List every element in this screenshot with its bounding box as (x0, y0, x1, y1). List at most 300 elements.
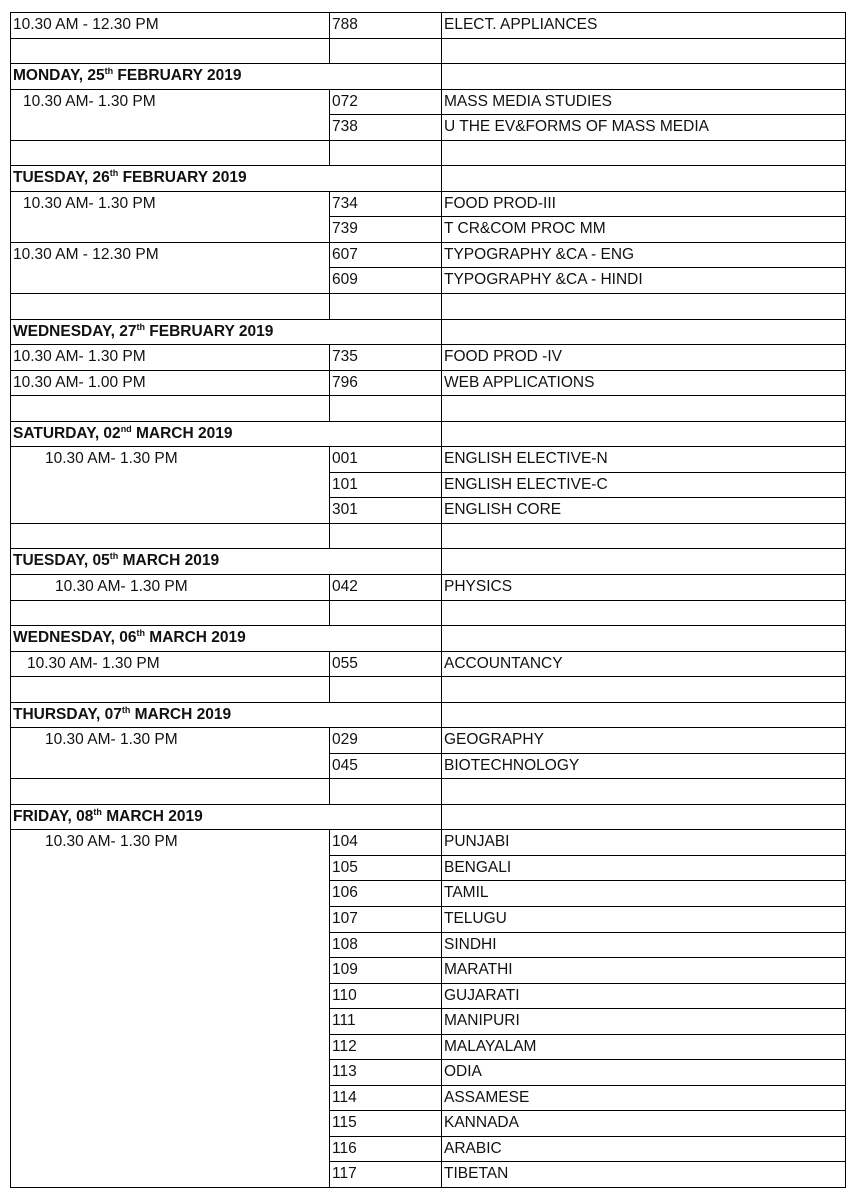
subject-name: TAMIL (444, 884, 489, 902)
grid-line (10, 89, 11, 115)
grid-line (845, 370, 846, 396)
subject-name: ACCOUNTANCY (444, 654, 563, 672)
grid-line (441, 89, 442, 115)
grid-line (329, 983, 330, 1009)
grid-line (441, 242, 442, 268)
subject-name: KANNADA (444, 1114, 519, 1132)
date-ordinal-suffix: th (104, 66, 114, 77)
grid-line (329, 727, 330, 754)
grid-line (329, 344, 330, 371)
grid-line (441, 63, 442, 90)
grid-line (10, 727, 11, 754)
grid-line (845, 63, 846, 90)
date-month-year: MARCH 2019 (130, 705, 232, 723)
grid-line (10, 778, 846, 779)
grid-line (845, 216, 846, 243)
grid-line (441, 855, 442, 881)
date-day: TUESDAY, 05 (13, 552, 110, 570)
grid-line (10, 880, 11, 907)
grid-line (329, 651, 330, 677)
date-day: THURSDAY, 07 (13, 705, 122, 723)
grid-line (329, 1059, 330, 1086)
grid-line (329, 1008, 330, 1035)
grid-line (329, 12, 330, 39)
grid-line (10, 1034, 11, 1060)
grid-line (845, 114, 846, 141)
subject-code: 107 (332, 910, 358, 928)
date-header (13, 165, 440, 191)
grid-line (441, 1161, 442, 1188)
grid-line (10, 753, 11, 779)
grid-line (329, 753, 846, 754)
subject-name: BENGALI (444, 858, 512, 876)
grid-line (845, 804, 846, 830)
grid-line (441, 804, 442, 830)
grid-line (329, 242, 330, 268)
grid-line (845, 855, 846, 881)
grid-line (845, 293, 846, 320)
grid-line (441, 395, 442, 422)
date-header (13, 63, 440, 89)
exam-time: 10.30 AM - 12.30 PM (13, 245, 159, 263)
grid-line (441, 293, 442, 320)
grid-line (329, 1161, 330, 1188)
grid-line (10, 293, 846, 294)
grid-line (845, 165, 846, 192)
date-ordinal-suffix: th (121, 704, 131, 715)
grid-line (329, 140, 330, 166)
grid-line (10, 855, 11, 881)
grid-line (845, 574, 846, 601)
grid-line (845, 89, 846, 115)
grid-line (10, 165, 11, 192)
grid-line (441, 600, 442, 626)
grid-line (329, 1110, 330, 1137)
grid-line (10, 651, 11, 677)
grid-line (10, 216, 11, 243)
grid-line (441, 472, 442, 498)
grid-line (845, 1034, 846, 1060)
grid-line (10, 600, 11, 626)
grid-line (441, 778, 442, 805)
grid-line (10, 1008, 11, 1035)
grid-line (10, 1187, 846, 1188)
subject-code: 117 (332, 1165, 357, 1183)
grid-line (441, 676, 442, 703)
exam-time: 10.30 AM- 1.30 PM (45, 731, 178, 749)
grid-line (10, 395, 846, 396)
grid-line (329, 370, 330, 396)
grid-line (329, 38, 330, 64)
grid-line (441, 983, 442, 1009)
subject-name: ENGLISH ELECTIVE-C (444, 475, 608, 493)
grid-line (10, 983, 11, 1009)
grid-line (10, 38, 846, 39)
grid-line (329, 906, 846, 907)
subject-code: 104 (332, 833, 358, 851)
grid-line (329, 778, 330, 805)
date-day: MONDAY, 25 (13, 67, 105, 85)
grid-line (441, 727, 442, 754)
grid-line (10, 676, 846, 677)
grid-line (10, 114, 11, 141)
date-header (13, 548, 440, 574)
grid-line (10, 344, 11, 371)
grid-line (845, 1136, 846, 1162)
grid-line (845, 1110, 846, 1137)
subject-name: PUNJABI (444, 833, 510, 851)
grid-line (329, 1136, 846, 1137)
grid-line (441, 625, 442, 652)
date-day: FRIDAY, 08 (13, 807, 94, 825)
grid-line (441, 497, 442, 524)
grid-line (441, 753, 442, 779)
grid-line (441, 548, 442, 575)
grid-line (10, 1110, 11, 1137)
grid-line (10, 906, 11, 933)
grid-line (845, 421, 846, 447)
grid-line (329, 446, 330, 473)
subject-code: 108 (332, 935, 358, 953)
subject-name: BIOTECHNOLOGY (444, 756, 580, 774)
subject-code: 110 (332, 986, 357, 1004)
grid-line (441, 523, 442, 549)
date-day: SATURDAY, 02 (13, 424, 121, 442)
exam-time: 10.30 AM- 1.00 PM (13, 373, 146, 391)
date-month-year: MARCH 2019 (101, 807, 203, 825)
grid-line (441, 319, 442, 345)
grid-line (441, 370, 442, 396)
grid-line (10, 804, 11, 830)
grid-line (845, 140, 846, 166)
grid-line (845, 676, 846, 703)
grid-line (845, 829, 846, 856)
date-month-year: FEBRUARY 2019 (118, 169, 247, 187)
grid-line (441, 140, 442, 166)
grid-line (329, 1110, 846, 1111)
subject-code: 734 (332, 194, 358, 212)
subject-name: PHYSICS (444, 577, 513, 595)
grid-line (329, 957, 330, 984)
subject-name: TYPOGRAPHY &CA - HINDI (444, 271, 643, 289)
date-month-year: FEBRUARY 2019 (113, 67, 242, 85)
grid-line (441, 1059, 442, 1086)
date-day: WEDNESDAY, 27 (13, 322, 137, 340)
subject-name: ENGLISH ELECTIVE-N (444, 450, 608, 468)
grid-line (329, 114, 330, 141)
grid-line (441, 191, 442, 217)
grid-line (845, 523, 846, 549)
grid-line (845, 344, 846, 371)
exam-time: 10.30 AM- 1.30 PM (23, 92, 156, 110)
subject-name: TELUGU (444, 910, 507, 928)
subject-name: FOOD PROD -IV (444, 348, 562, 366)
grid-line (441, 1008, 442, 1035)
subject-name: WEB APPLICATIONS (444, 373, 595, 391)
grid-line (10, 293, 11, 320)
subject-code: 001 (332, 450, 358, 468)
subject-code: 796 (332, 373, 358, 391)
subject-code: 116 (332, 1139, 357, 1157)
grid-line (441, 12, 442, 39)
exam-time: 10.30 AM- 1.30 PM (45, 833, 178, 851)
grid-line (10, 472, 11, 498)
grid-line (10, 957, 11, 984)
subject-code: 111 (332, 1012, 356, 1030)
subject-name: MARATHI (444, 961, 513, 979)
grid-line (845, 1008, 846, 1035)
subject-code: 113 (332, 1063, 357, 1081)
exam-time: 10.30 AM- 1.30 PM (27, 654, 160, 672)
date-header (13, 702, 440, 728)
grid-line (10, 523, 846, 524)
date-month-year: MARCH 2019 (118, 552, 220, 570)
subject-code: 072 (332, 92, 358, 110)
grid-line (329, 497, 330, 524)
grid-line (10, 12, 11, 39)
subject-code: 607 (332, 245, 358, 263)
grid-line (10, 1085, 11, 1111)
subject-name: ELECT. APPLIANCES (444, 16, 598, 33)
grid-line (845, 983, 846, 1009)
grid-line (845, 472, 846, 498)
date-day: TUESDAY, 26 (13, 169, 110, 187)
grid-line (329, 753, 330, 779)
exam-time: 10.30 AM- 1.30 PM (45, 450, 178, 468)
date-header (13, 421, 440, 447)
grid-line (10, 574, 11, 601)
date-ordinal-suffix: th (136, 321, 145, 332)
grid-line (441, 38, 442, 64)
grid-line (10, 191, 11, 217)
grid-line (441, 1085, 442, 1111)
grid-line (329, 523, 330, 549)
grid-line (10, 600, 846, 601)
date-header (13, 804, 440, 830)
grid-line (441, 344, 442, 371)
grid-line (329, 1059, 846, 1060)
grid-line (329, 1034, 330, 1060)
grid-line (441, 1034, 442, 1060)
grid-line (845, 1085, 846, 1111)
date-header (13, 319, 440, 345)
subject-code: 112 (332, 1037, 357, 1055)
subject-name: TIBETAN (444, 1165, 509, 1183)
grid-line (845, 1161, 846, 1188)
grid-line (10, 829, 11, 856)
grid-line (441, 702, 442, 728)
grid-line (845, 497, 846, 524)
grid-line (441, 829, 442, 856)
grid-line (10, 63, 11, 90)
grid-line (10, 1059, 11, 1086)
date-header (13, 625, 440, 651)
grid-line (10, 395, 11, 422)
subject-name: FOOD PROD-III (444, 194, 556, 212)
grid-line (10, 523, 11, 549)
exam-time: 10.30 AM- 1.30 PM (23, 194, 156, 212)
subject-code: 738 (332, 118, 358, 136)
grid-line (10, 38, 11, 64)
grid-line (329, 574, 330, 601)
grid-line (329, 89, 330, 115)
subject-code: 101 (332, 475, 358, 493)
subject-name: T CR&COM PROC MM (444, 220, 606, 238)
grid-line (329, 1085, 330, 1111)
grid-line (10, 421, 11, 447)
subject-code: 609 (332, 271, 358, 289)
grid-line (10, 676, 11, 703)
grid-line (329, 855, 846, 856)
subject-code: 029 (332, 731, 358, 749)
grid-line (329, 1161, 846, 1162)
grid-line (10, 319, 11, 345)
subject-name: MALAYALAM (444, 1037, 537, 1055)
grid-line (845, 753, 846, 779)
grid-line (329, 855, 330, 881)
grid-line (329, 497, 846, 498)
grid-line (441, 421, 442, 447)
exam-time: 10.30 AM - 12.30 PM (13, 16, 159, 33)
grid-line (845, 1059, 846, 1086)
date-month-year: MARCH 2019 (144, 629, 246, 647)
subject-name: SINDHI (444, 935, 497, 953)
exam-time: 10.30 AM- 1.30 PM (55, 577, 188, 595)
grid-line (441, 906, 442, 933)
grid-line (845, 38, 846, 64)
grid-line (329, 957, 846, 958)
subject-code: 106 (332, 884, 358, 902)
subject-name: GUJARATI (444, 986, 520, 1004)
date-ordinal-suffix: th (136, 628, 145, 639)
grid-line (845, 395, 846, 422)
grid-line (845, 727, 846, 754)
subject-code: 735 (332, 348, 358, 366)
grid-line (329, 1136, 330, 1162)
grid-line (845, 702, 846, 728)
grid-line (441, 446, 442, 473)
subject-code: 114 (332, 1088, 357, 1106)
grid-line (329, 191, 330, 217)
grid-line (10, 370, 11, 396)
subject-name: ARABIC (444, 1139, 502, 1157)
subject-name: MASS MEDIA STUDIES (444, 92, 612, 110)
grid-line (10, 702, 11, 728)
subject-code: 109 (332, 961, 358, 979)
grid-line (329, 600, 330, 626)
subject-name: U THE EV&FORMS OF MASS MEDIA (444, 118, 709, 136)
grid-line (845, 267, 846, 294)
grid-line (441, 114, 442, 141)
grid-line (329, 1008, 846, 1009)
grid-line (10, 267, 11, 294)
grid-line (10, 548, 11, 575)
grid-line (329, 216, 330, 243)
subject-code: 042 (332, 577, 358, 595)
grid-line (845, 651, 846, 677)
grid-line (845, 446, 846, 473)
subject-name: TYPOGRAPHY &CA - ENG (444, 245, 635, 263)
subject-name: ENGLISH CORE (444, 501, 562, 519)
grid-line (10, 242, 11, 268)
subject-name: MANIPURI (444, 1012, 520, 1030)
grid-line (329, 880, 846, 881)
grid-line (329, 267, 330, 294)
grid-line (329, 932, 846, 933)
grid-line (329, 676, 330, 703)
grid-line (10, 140, 846, 141)
grid-line (329, 906, 330, 933)
grid-line (441, 216, 442, 243)
grid-line (329, 1085, 846, 1086)
grid-line (845, 548, 846, 575)
grid-line (10, 625, 11, 652)
date-month-year: MARCH 2019 (131, 424, 233, 442)
grid-line (845, 600, 846, 626)
grid-line (10, 1161, 11, 1188)
grid-line (845, 906, 846, 933)
grid-line (441, 574, 442, 601)
subject-code: 115 (332, 1114, 357, 1132)
date-month-year: FEBRUARY 2019 (144, 322, 274, 340)
grid-line (441, 957, 442, 984)
subject-code: 105 (332, 858, 358, 876)
grid-line (329, 829, 330, 856)
grid-line (441, 880, 442, 907)
subject-name: GEOGRAPHY (444, 731, 544, 749)
grid-line (845, 932, 846, 958)
grid-line (329, 932, 330, 958)
grid-line (10, 778, 11, 805)
grid-line (845, 778, 846, 805)
grid-line (441, 1136, 442, 1162)
grid-line (329, 293, 330, 320)
subject-name: ASSAMESE (444, 1088, 530, 1106)
grid-line (845, 957, 846, 984)
grid-line (329, 880, 330, 907)
date-ordinal-suffix: th (109, 168, 119, 179)
grid-line (10, 140, 11, 166)
subject-code: 055 (332, 654, 358, 672)
subject-code: 045 (332, 756, 358, 774)
grid-line (441, 165, 442, 192)
grid-line (10, 497, 11, 524)
date-ordinal-suffix: th (109, 551, 119, 562)
grid-line (845, 12, 846, 39)
grid-line (845, 191, 846, 217)
grid-line (329, 1034, 846, 1035)
grid-line (329, 395, 330, 422)
grid-line (441, 651, 442, 677)
grid-line (441, 1110, 442, 1137)
date-ordinal-suffix: nd (120, 423, 132, 434)
grid-line (10, 932, 11, 958)
subject-code: 301 (332, 501, 358, 519)
grid-line (845, 625, 846, 652)
subject-code: 739 (332, 220, 358, 238)
grid-line (441, 932, 442, 958)
subject-code: 788 (332, 16, 358, 33)
exam-time: 10.30 AM- 1.30 PM (13, 348, 146, 366)
grid-line (441, 267, 442, 294)
grid-line (845, 319, 846, 345)
subject-name: ODIA (444, 1063, 482, 1081)
grid-line (10, 1136, 11, 1162)
grid-line (329, 472, 330, 498)
grid-line (845, 242, 846, 268)
grid-line (845, 880, 846, 907)
date-day: WEDNESDAY, 06 (13, 629, 137, 647)
